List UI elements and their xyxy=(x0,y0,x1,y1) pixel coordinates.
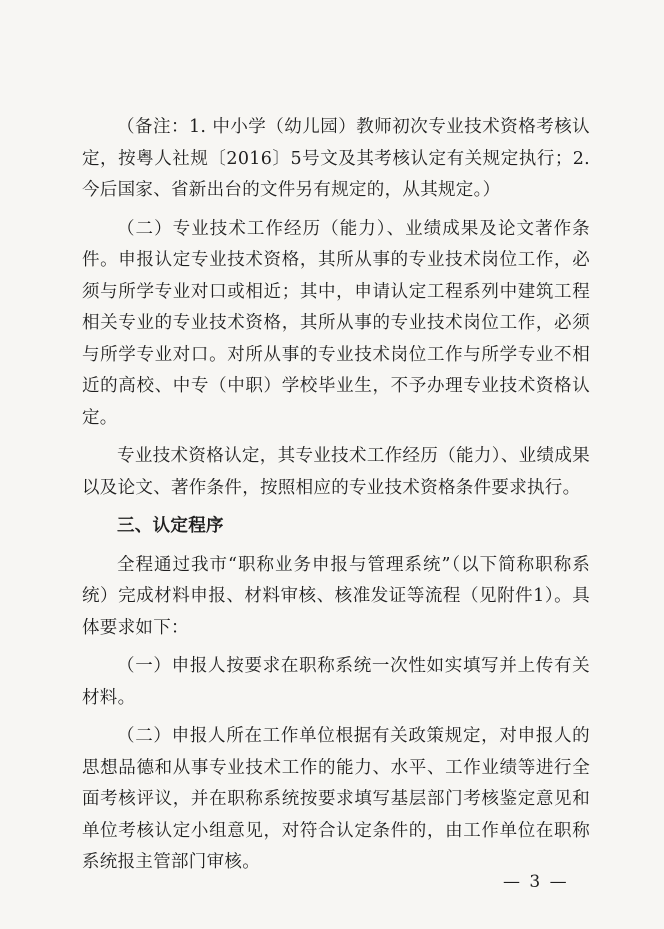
step-one-paragraph: （一）申报人按要求在职称系统一次性如实填写并上传有关材料。 xyxy=(82,656,590,708)
step-two-paragraph: （二）申报人所在工作单位根据有关政策规定，对申报人的思想品德和从事专业技术工作的能力、水平、工作业绩等进行全面考核评议，并在职称系统按要求填写基层部门考核鉴定意见和单位考核认定小组意见，对符合认定条件的，由工作单位在职称系统报主管部门审核。 xyxy=(82,726,590,872)
note-paragraph: （备注：1. 中小学（幼儿园）教师初次专业技术资格考核认定，按粤人社规〔2016〕5号文及其考核认定有关规定执行；2. 今后国家、省新出台的文件另有规定的，从其规定。） xyxy=(82,117,590,200)
qualification-paragraph: 专业技术资格认定，其专业技术工作经历（能力）、业绩成果以及论文、著作条件，按照相应的专业技术资格条件要求执行。 xyxy=(82,446,590,498)
page-number: — 3 — xyxy=(503,872,569,892)
work-experience-paragraph: （二）专业技术工作经历（能力）、业绩成果及论文著作条件。申报认定专业技术资格，其所从事的专业技术岗位工作，必须与所学专业对口或相近；其中，申请认定工程系列中建筑工程相关专业的专业技术资格，其所从事的专业技术岗位工作，必须与所学专业对口。对所从事的专业技术岗位工作与所学专业不相近的高校、中专（中职）学校毕业生，不予办理专业技术资格认定。 xyxy=(82,218,590,428)
document-body xyxy=(82,112,590,886)
section-heading: 三、认定程序 xyxy=(117,516,224,536)
procedure-paragraph: 全程通过我市“职称业务申报与管理系统”（以下简称职称系统）完成材料申报、材料审核、核准发证等流程（见附件1）。具体要求如下： xyxy=(82,554,590,638)
